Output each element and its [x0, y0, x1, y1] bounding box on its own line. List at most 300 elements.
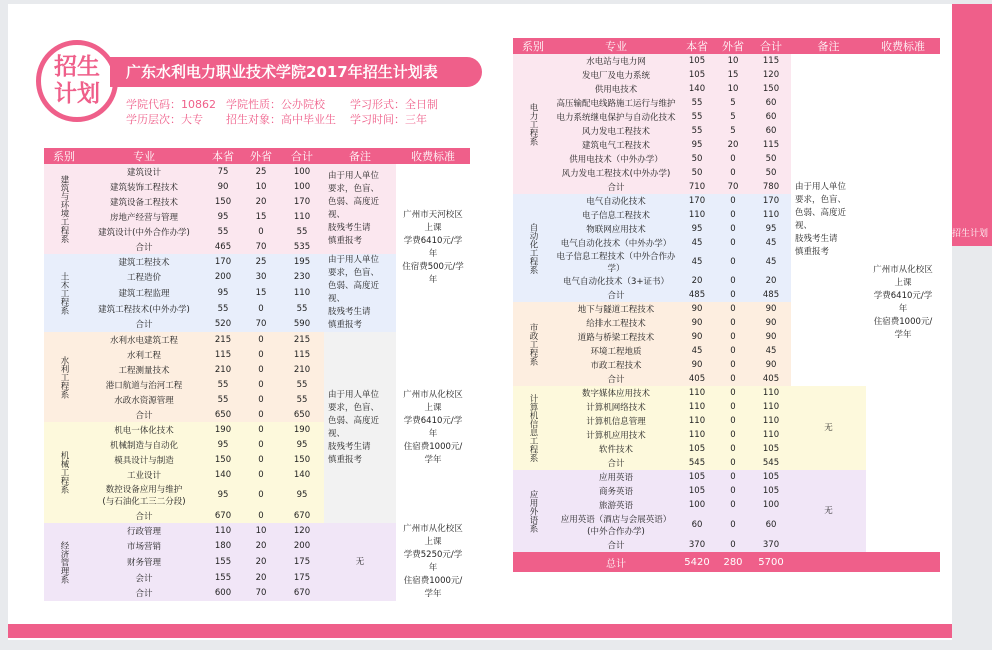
major-cell: 合计	[84, 585, 204, 601]
grand-total-sum: 5700	[751, 552, 791, 572]
out-province-count-cell: 0	[715, 250, 751, 274]
local-count-cell: 485	[679, 288, 715, 302]
major-cell: 风力发电工程技术	[553, 124, 679, 138]
local-count-cell: 465	[204, 239, 242, 254]
total-count-cell: 115	[751, 138, 791, 152]
total-count-cell: 670	[280, 508, 324, 523]
total-count-cell: 105	[751, 470, 791, 484]
column-header: 收费标准	[396, 148, 470, 164]
meta-level: 学历层次：大专	[126, 113, 203, 126]
out-province-count-cell: 0	[242, 377, 280, 392]
major-cell: 水电站与电力网	[553, 54, 679, 68]
column-header: 本省	[204, 148, 242, 164]
total-count-cell: 110	[751, 208, 791, 222]
column-header: 外省	[715, 38, 751, 54]
major-cell: 应用英语（酒店与会展英语） (中外合作办学)	[553, 512, 679, 538]
local-count-cell: 95	[204, 482, 242, 508]
total-count-cell: 50	[751, 166, 791, 180]
major-cell: 工业设计	[84, 467, 204, 482]
major-cell: 机电一体化技术	[84, 422, 204, 437]
out-province-count-cell: 0	[242, 437, 280, 452]
major-cell: 合计	[553, 288, 679, 302]
total-count-cell: 110	[280, 209, 324, 224]
out-province-count-cell: 0	[715, 386, 751, 400]
meta-target: 招生对象：高中毕业生	[226, 113, 336, 126]
local-count-cell: 75	[204, 164, 242, 179]
total-count-cell: 175	[280, 554, 324, 570]
major-cell: 电气自动化技术（中外办学）	[553, 236, 679, 250]
local-count-cell: 520	[204, 316, 242, 332]
out-province-count-cell: 10	[715, 54, 751, 68]
total-count-cell: 55	[280, 301, 324, 317]
out-province-count-cell: 0	[242, 362, 280, 377]
local-count-cell: 110	[679, 208, 715, 222]
major-cell: 建筑工程技术(中外办学)	[84, 301, 204, 317]
major-cell: 水利工程	[84, 347, 204, 362]
out-province-count-cell: 0	[715, 498, 751, 512]
total-count-cell: 405	[751, 372, 791, 386]
out-province-count-cell: 5	[715, 96, 751, 110]
total-count-cell: 670	[280, 585, 324, 601]
local-count-cell: 90	[679, 330, 715, 344]
total-count-cell: 150	[280, 452, 324, 467]
major-cell: 市政工程技术	[553, 358, 679, 372]
local-count-cell: 95	[679, 222, 715, 236]
major-cell: 市场营销	[84, 539, 204, 555]
major-cell: 建筑设计	[84, 164, 204, 179]
major-cell: 旅游英语	[553, 498, 679, 512]
local-count-cell: 105	[679, 484, 715, 498]
column-header: 收费标准	[866, 38, 940, 54]
total-count-cell: 95	[280, 482, 324, 508]
local-count-cell: 45	[679, 250, 715, 274]
total-count-cell: 55	[280, 224, 324, 239]
major-cell: 发电厂及电力系统	[553, 68, 679, 82]
total-count-cell: 110	[751, 386, 791, 400]
major-cell: 数控设备应用与维护 (与石油化工三二分段)	[84, 482, 204, 508]
out-province-count-cell: 10	[715, 82, 751, 96]
local-count-cell: 95	[204, 437, 242, 452]
major-cell: 建筑装饰工程技术	[84, 179, 204, 194]
total-count-cell: 200	[280, 539, 324, 555]
local-count-cell: 370	[679, 538, 715, 552]
out-province-count-cell: 15	[242, 285, 280, 301]
local-count-cell: 150	[204, 194, 242, 209]
total-count-cell: 110	[751, 414, 791, 428]
total-count-cell: 90	[751, 302, 791, 316]
local-count-cell: 110	[679, 386, 715, 400]
total-count-cell: 170	[280, 194, 324, 209]
column-header: 系别	[513, 38, 553, 54]
meta-duration: 学习时间：三年	[350, 113, 427, 126]
major-cell: 应用英语	[553, 470, 679, 484]
out-province-count-cell: 70	[242, 585, 280, 601]
total-count-cell: 60	[751, 110, 791, 124]
total-count-cell: 60	[751, 512, 791, 538]
column-header: 外省	[242, 148, 280, 164]
column-header: 备注	[324, 148, 396, 164]
major-cell: 建筑电气工程技术	[553, 138, 679, 152]
out-province-count-cell: 15	[715, 68, 751, 82]
major-cell: 地下与隧道工程技术	[553, 302, 679, 316]
major-cell: 建筑设备工程技术	[84, 194, 204, 209]
out-province-count-cell: 0	[715, 372, 751, 386]
local-count-cell: 55	[204, 301, 242, 317]
out-province-count-cell: 0	[715, 428, 751, 442]
major-cell: 建筑工程技术	[84, 254, 204, 270]
left-plan-table	[44, 148, 470, 601]
local-count-cell: 60	[679, 512, 715, 538]
major-cell: 道路与桥梁工程技术	[553, 330, 679, 344]
total-count-cell: 110	[751, 428, 791, 442]
fee-cell: 广州市从化校区上课 学费6410元/学年 住宿费1000元/学年	[396, 332, 470, 523]
out-province-count-cell: 5	[715, 110, 751, 124]
out-province-count-cell: 20	[715, 138, 751, 152]
out-province-count-cell: 0	[715, 236, 751, 250]
out-province-count-cell: 20	[242, 554, 280, 570]
local-count-cell: 55	[679, 110, 715, 124]
major-cell: 水政水资源管理	[84, 392, 204, 407]
badge-line-2: 计划	[54, 81, 100, 107]
major-cell: 合计	[84, 239, 204, 254]
local-count-cell: 50	[679, 166, 715, 180]
total-count-cell: 115	[751, 54, 791, 68]
major-cell: 建筑工程监理	[84, 285, 204, 301]
local-count-cell: 90	[679, 302, 715, 316]
total-count-cell: 545	[751, 456, 791, 470]
total-count-cell: 115	[280, 347, 324, 362]
badge-line-1: 招生	[54, 54, 100, 80]
total-count-cell: 650	[280, 407, 324, 422]
major-cell: 工程造价	[84, 270, 204, 286]
remark-cell: 无	[791, 470, 866, 552]
local-count-cell: 110	[679, 414, 715, 428]
out-province-count-cell: 0	[715, 316, 751, 330]
major-cell: 物联网应用技术	[553, 222, 679, 236]
out-province-count-cell: 0	[242, 482, 280, 508]
total-count-cell: 780	[751, 180, 791, 194]
out-province-count-cell: 0	[715, 288, 751, 302]
total-count-cell: 95	[280, 437, 324, 452]
remark-cell: 由于用人单位 要求，色盲、 色弱、高度近视、 肢残考生请 慎重报考	[324, 332, 396, 523]
major-cell: 财务管理	[84, 554, 204, 570]
department-cell: 自动化工程系	[513, 194, 553, 302]
meta-form: 学习形式：全日制	[350, 98, 438, 111]
major-cell: 港口航道与治河工程	[84, 377, 204, 392]
out-province-count-cell: 0	[715, 456, 751, 470]
department-cell: 电力工程系	[513, 54, 553, 194]
out-province-count-cell: 0	[242, 407, 280, 422]
major-cell: 合计	[553, 538, 679, 552]
major-cell: 工程测量技术	[84, 362, 204, 377]
total-count-cell: 55	[280, 377, 324, 392]
total-count-cell: 20	[751, 274, 791, 288]
total-count-cell: 110	[751, 400, 791, 414]
total-count-cell: 90	[751, 358, 791, 372]
local-count-cell: 545	[679, 456, 715, 470]
out-province-count-cell: 20	[242, 570, 280, 586]
total-count-cell: 175	[280, 570, 324, 586]
major-cell: 合计	[84, 508, 204, 523]
local-count-cell: 55	[679, 124, 715, 138]
local-count-cell: 155	[204, 554, 242, 570]
total-count-cell: 110	[280, 285, 324, 301]
major-cell: 电气自动化技术	[553, 194, 679, 208]
local-count-cell: 55	[679, 96, 715, 110]
out-province-count-cell: 0	[242, 422, 280, 437]
local-count-cell: 210	[204, 362, 242, 377]
local-count-cell: 110	[204, 523, 242, 539]
major-cell: 建筑设计(中外合作办学)	[84, 224, 204, 239]
out-province-count-cell: 0	[715, 512, 751, 538]
local-count-cell: 90	[679, 358, 715, 372]
major-cell: 电子信息工程技术（中外合作办学）	[553, 250, 679, 274]
total-count-cell: 90	[751, 330, 791, 344]
major-cell: 合计	[553, 456, 679, 470]
out-province-count-cell: 0	[715, 358, 751, 372]
column-header: 备注	[791, 38, 866, 54]
total-count-cell: 45	[751, 250, 791, 274]
department-cell: 计算机信息工程系	[513, 386, 553, 470]
major-cell: 合计	[553, 372, 679, 386]
major-cell: 电子信息工程技术	[553, 208, 679, 222]
out-province-count-cell: 0	[242, 467, 280, 482]
local-count-cell: 405	[679, 372, 715, 386]
grand-total-spacer	[513, 552, 553, 572]
out-province-count-cell: 0	[715, 344, 751, 358]
local-count-cell: 55	[204, 224, 242, 239]
total-count-cell: 535	[280, 239, 324, 254]
table-row	[44, 164, 470, 179]
total-count-cell: 120	[280, 523, 324, 539]
local-count-cell: 180	[204, 539, 242, 555]
department-cell: 建筑与环境工程系	[44, 164, 84, 254]
out-province-count-cell: 0	[715, 208, 751, 222]
major-cell: 电力系统继电保护与自动化技术	[553, 110, 679, 124]
department-cell: 机械工程系	[44, 422, 84, 523]
local-count-cell: 90	[679, 316, 715, 330]
out-province-count-cell: 0	[715, 484, 751, 498]
total-count-cell: 120	[751, 68, 791, 82]
department-cell: 市政工程系	[513, 302, 553, 386]
column-header: 系别	[44, 148, 84, 164]
out-province-count-cell: 0	[715, 470, 751, 484]
total-count-cell: 230	[280, 270, 324, 286]
out-province-count-cell: 10	[242, 523, 280, 539]
major-cell: 环境工程地质	[553, 344, 679, 358]
local-count-cell: 50	[679, 152, 715, 166]
plan-badge	[36, 40, 118, 122]
total-count-cell: 100	[280, 179, 324, 194]
total-count-cell: 60	[751, 96, 791, 110]
major-cell: 模具设计与制造	[84, 452, 204, 467]
grand-total-label: 总计	[553, 552, 679, 572]
local-count-cell: 140	[204, 467, 242, 482]
fee-cell: 广州市从化校区上课 学费5250元/学年 住宿费1000元/学年	[396, 523, 470, 601]
major-cell: 给排水工程技术	[553, 316, 679, 330]
column-header: 专业	[553, 38, 679, 54]
out-province-count-cell: 0	[242, 508, 280, 523]
fee-cell: 广州市天河校区上课 学费6410元/学年 住宿费500元/学年	[396, 164, 470, 332]
column-header: 本省	[679, 38, 715, 54]
right-plan-table	[513, 38, 940, 572]
out-province-count-cell: 70	[242, 316, 280, 332]
out-province-count-cell: 0	[242, 224, 280, 239]
major-cell: 软件技术	[553, 442, 679, 456]
out-province-count-cell: 15	[242, 209, 280, 224]
total-count-cell: 90	[751, 316, 791, 330]
total-count-cell: 370	[751, 538, 791, 552]
page-title: 广东水利电力职业技术学院2017年招生计划表	[110, 57, 482, 87]
local-count-cell: 95	[204, 209, 242, 224]
total-count-cell: 45	[751, 344, 791, 358]
total-count-cell: 100	[280, 164, 324, 179]
major-cell: 数字媒体应用技术	[553, 386, 679, 400]
out-province-count-cell: 0	[715, 302, 751, 316]
local-count-cell: 155	[204, 570, 242, 586]
local-count-cell: 90	[204, 179, 242, 194]
major-cell: 高压输配电线路施工运行与维护	[553, 96, 679, 110]
local-count-cell: 105	[679, 470, 715, 484]
total-count-cell: 195	[280, 254, 324, 270]
total-count-cell: 100	[751, 498, 791, 512]
out-province-count-cell: 0	[242, 301, 280, 317]
major-cell: 供用电技术（中外办学）	[553, 152, 679, 166]
major-cell: 计算机信息管理	[553, 414, 679, 428]
out-province-count-cell: 0	[715, 166, 751, 180]
major-cell: 合计	[84, 407, 204, 422]
out-province-count-cell: 0	[242, 332, 280, 347]
major-cell: 行政管理	[84, 523, 204, 539]
out-province-count-cell: 0	[715, 222, 751, 236]
grand-total-spacer	[791, 552, 940, 572]
remark-cell: 由于用人单位 要求，色盲、 色弱、高度近视、 肢残考生请 慎重报考	[324, 254, 396, 332]
out-province-count-cell: 0	[715, 330, 751, 344]
out-province-count-cell: 0	[242, 392, 280, 407]
total-count-cell: 60	[751, 124, 791, 138]
local-count-cell: 110	[679, 400, 715, 414]
local-count-cell: 600	[204, 585, 242, 601]
column-header: 合计	[751, 38, 791, 54]
table-row	[44, 332, 470, 347]
remark-cell: 由于用人单位 要求，色盲、 色弱、高度近视、 肢残考生请 慎重报考	[791, 54, 866, 386]
local-count-cell: 55	[204, 392, 242, 407]
department-cell: 经济管理系	[44, 523, 84, 601]
local-count-cell: 670	[204, 508, 242, 523]
local-count-cell: 110	[679, 428, 715, 442]
total-count-cell: 485	[751, 288, 791, 302]
total-count-cell: 55	[280, 392, 324, 407]
bottom-bar	[8, 624, 952, 638]
major-cell: 风力发电工程技术(中外办学)	[553, 166, 679, 180]
local-count-cell: 140	[679, 82, 715, 96]
out-province-count-cell: 20	[242, 194, 280, 209]
out-province-count-cell: 0	[715, 194, 751, 208]
remark-cell: 无	[791, 386, 866, 470]
total-count-cell: 45	[751, 236, 791, 250]
out-province-count-cell: 0	[242, 452, 280, 467]
major-cell: 计算机应用技术	[553, 428, 679, 442]
out-province-count-cell: 30	[242, 270, 280, 286]
major-cell: 机械制造与自动化	[84, 437, 204, 452]
major-cell: 水利水电建筑工程	[84, 332, 204, 347]
out-province-count-cell: 0	[715, 274, 751, 288]
remark-cell: 无	[324, 523, 396, 601]
local-count-cell: 115	[204, 347, 242, 362]
table-row	[44, 523, 470, 539]
local-count-cell: 170	[679, 194, 715, 208]
column-header: 专业	[84, 148, 204, 164]
local-count-cell: 45	[679, 236, 715, 250]
local-count-cell: 200	[204, 270, 242, 286]
total-count-cell: 170	[751, 194, 791, 208]
side-tab	[952, 4, 992, 246]
out-province-count-cell: 25	[242, 164, 280, 179]
major-cell: 计算机网络技术	[553, 400, 679, 414]
department-cell: 土木工程系	[44, 254, 84, 332]
out-province-count-cell: 0	[715, 442, 751, 456]
local-count-cell: 150	[204, 452, 242, 467]
major-cell: 会计	[84, 570, 204, 586]
major-cell: 商务英语	[553, 484, 679, 498]
local-count-cell: 105	[679, 68, 715, 82]
local-count-cell: 45	[679, 344, 715, 358]
local-count-cell: 710	[679, 180, 715, 194]
local-count-cell: 105	[679, 442, 715, 456]
out-province-count-cell: 0	[715, 400, 751, 414]
total-count-cell: 190	[280, 422, 324, 437]
department-cell: 应用外语系	[513, 470, 553, 552]
total-count-cell: 210	[280, 362, 324, 377]
out-province-count-cell: 0	[715, 152, 751, 166]
local-count-cell: 100	[679, 498, 715, 512]
meta-type: 学院性质：公办院校	[226, 98, 325, 111]
total-count-cell: 105	[751, 484, 791, 498]
local-count-cell: 55	[204, 377, 242, 392]
local-count-cell: 215	[204, 332, 242, 347]
out-province-count-cell: 70	[715, 180, 751, 194]
table-row	[513, 54, 940, 68]
total-count-cell: 50	[751, 152, 791, 166]
meta-code: 学院代码：10862	[126, 98, 216, 111]
local-count-cell: 95	[204, 285, 242, 301]
out-province-count-cell: 25	[242, 254, 280, 270]
column-header: 合计	[280, 148, 324, 164]
department-cell: 水利工程系	[44, 332, 84, 422]
major-cell: 房地产经营与管理	[84, 209, 204, 224]
major-cell: 电气自动化技术（3+证书）	[553, 274, 679, 288]
total-count-cell: 215	[280, 332, 324, 347]
major-cell: 供用电技术	[553, 82, 679, 96]
out-province-count-cell: 20	[242, 539, 280, 555]
major-cell: 合计	[84, 316, 204, 332]
local-count-cell: 650	[204, 407, 242, 422]
fee-cell: 广州市从化校区上课 学费6410元/学年 住宿费1000元/学年	[866, 54, 940, 552]
total-count-cell: 590	[280, 316, 324, 332]
local-count-cell: 190	[204, 422, 242, 437]
out-province-count-cell: 0	[715, 414, 751, 428]
out-province-count-cell: 0	[715, 538, 751, 552]
local-count-cell: 105	[679, 54, 715, 68]
grand-total-out: 280	[715, 552, 751, 572]
total-count-cell: 95	[751, 222, 791, 236]
major-cell: 合计	[553, 180, 679, 194]
local-count-cell: 170	[204, 254, 242, 270]
total-count-cell: 150	[751, 82, 791, 96]
out-province-count-cell: 10	[242, 179, 280, 194]
local-count-cell: 95	[679, 138, 715, 152]
out-province-count-cell: 5	[715, 124, 751, 138]
